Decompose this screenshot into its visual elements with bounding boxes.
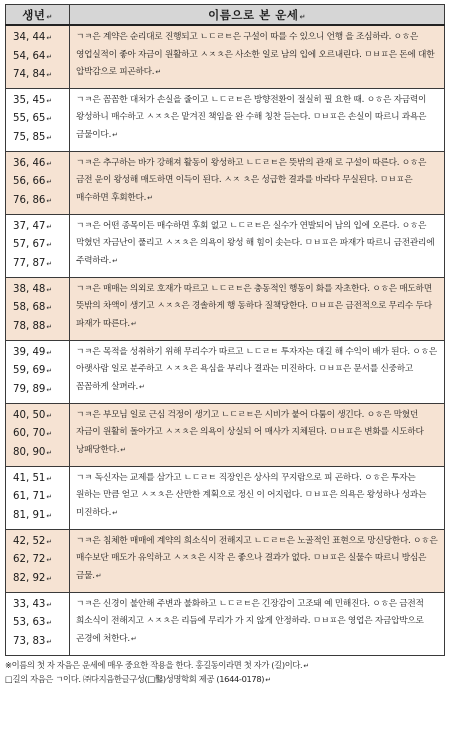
- fortune-text-line: 이 어지럽다. ㅁㅂㅍ은 의욕은 왕성하나 성과는 미진하다.: [76, 490, 427, 518]
- birth-year-pair: 58, 68↵: [13, 302, 53, 313]
- table-body: [6, 25, 445, 655]
- birth-years-cell: [6, 214, 70, 277]
- fortune-text-line: ㄱㅋ은 꼼꼼한 대처가 손실을 줄이고 ㄴㄷㄹㅌ은 방향전환이 절실히 필: [76, 94, 333, 105]
- birth-year-pair: 53, 63↵: [13, 617, 53, 628]
- table-row: [6, 592, 445, 655]
- birth-year-pair: 37, 47↵: [13, 220, 53, 232]
- table-row: [6, 529, 445, 592]
- birth-year-pair: 33, 43↵: [13, 598, 53, 610]
- table-row: [6, 466, 445, 529]
- fortune-text-line: 요한 때. ㅇㅎ은 자금력이 왕성하니 매수하고 ㅅㅈㅊ은 맡겨진 책임을 완: [76, 94, 427, 122]
- table-row: [6, 214, 445, 277]
- fortune-text-line: 을 조심하라. ㅇㅎ은 영업실적이 좋아 자금이 원활하고 ㅅㅈㅊ은 사소한: [76, 32, 419, 60]
- table-row: [6, 151, 445, 214]
- fortune-text-line: 표현으로 망신당한다. ㅇㅎ은 매수보단 매도가 유익하고 ㅅㅈㅊ은 시작: [76, 535, 438, 563]
- fortune-text-line: 은 좋으나 결과가 없다. ㅁㅂㅍ은 실물수 따르니 방심은 금물.: [76, 553, 427, 581]
- fortune-text-line: ㄱㅋ은 목적을 성취하기 위해 무리수가 따르고 ㄴㄷㄹㅌ 투자자는 대길: [76, 346, 333, 357]
- table-row: [6, 403, 445, 466]
- fortune-text-cell: ㄱㅋ은 신경이 불안해 주변과 불화하고 ㄴㄷㄹㅌ은 긴장감이 고조돼 예 민해진다. ㅇㅎ은 금전적 희소식이 전해지고 ㅅㅈㅊ은 리듬에 무리가 가 지 않게 안정하라. ㅁㅂㅍ은 영업은 자금압박으로 곤경에 처한다.↵: [70, 592, 445, 655]
- birth-year-pair: 55, 65↵: [13, 113, 53, 124]
- fortune-text-line: 지 않게 안정하라. ㅁㅂㅍ은 영업은 자금압박으로 곤경에 처한다.: [76, 616, 424, 644]
- fortune-text-cell: ㄱㅋ은 목적을 성취하기 위해 무리수가 따르고 ㄴㄷㄹㅌ 투자자는 대길 해 수익이 배가 된다. ㅇㅎ은 아랫사람 일로 분주하고 ㅅㅈㅊ은 욕심을 부리나 결과는 미진하다. ㅁㅂㅍ은 문서를 신중하고 꼼꼼하게 살펴라.↵: [70, 340, 445, 403]
- birth-years-cell: [6, 277, 70, 340]
- birth-year-pair: 78, 88↵: [13, 320, 53, 332]
- birth-year-pair: 76, 86↵: [13, 194, 53, 206]
- fortune-text-cell: ㄱㅋ은 부모님 일로 근심 걱정이 생기고 ㄴㄷㄹㅌ은 시비가 붙어 다툼이 생긴다. ㅇㅎ은 막혔던 자금이 원활히 돌아가고 ㅅㅈㅊ은 의욕이 상실되 어 매사가 지체된다. ㅁㅂㅍ은 변화를 시도하다 낭패당한다.↵: [70, 403, 445, 466]
- table-row: [6, 277, 445, 340]
- fortune-text-line: ㄱㅋ은 계약은 순리대로 진행되고 ㄴㄷㄹㅌ은 구설이 따를 수 있으니 언행: [76, 32, 343, 42]
- fortune-text-line: 어 매사가 지체된다. ㅁㅂㅍ은 변화를 시도하다 낭패당한다.: [76, 427, 424, 455]
- birth-year-pair: 35, 45↵: [13, 94, 53, 106]
- birth-years-cell: [6, 529, 70, 592]
- fortune-text-line: 수해 칭찬 듣는다. ㅁㅂㅍ은 손실이 따르니 과욕은 금물이다.: [76, 112, 427, 140]
- table-row: [6, 340, 445, 403]
- birth-year-pair: 74, 84↵: [13, 69, 53, 80]
- fortune-text-line: ㄱㅋ은 침체한 매매에 계약의 희소식이 전해지고 ㄴㄷㄹㅌ은 노골적인: [76, 535, 330, 546]
- birth-year-pair: 57, 67↵: [13, 239, 53, 250]
- fortune-text-line: ㄱㅋ은 부모님 일로 근심 걱정이 생기고 ㄴㄷㄹㅌ은 시비가 붙어 다툼이: [76, 409, 335, 420]
- fortune-text-line: 생긴다. ㅇㅎ은 막혔던 자금이 원활히 돌아가고 ㅅㅈㅊ은 의욕이 상실되: [76, 409, 419, 437]
- fortune-text-cell: ㄱㅋ은 어떤 종목이든 매수하면 후회 없고 ㄴㄷㄹㅌ은 실수가 연발되어 남의 입에 오른다. ㅇㅎ은 막혔던 자금난이 풀리고 ㅅㅈㅊ은 의욕이 왕성 해 힘이 솟는다. ㅁㅂㅍ은 파재가 따르니 금전관리에 주력하라.↵: [70, 214, 445, 277]
- birth-years-cell: [6, 25, 70, 88]
- fortune-text-cell: ㄱㅋ 독신자는 교제를 삼가고 ㄴㄷㄹㅌ 직장인은 상사의 꾸지람으로 피 곤하다. ㅇㅎ은 투자는 원하는 만큼 얻고 ㅅㅈㅊ은 산만한 계획으로 정신 이 어지럽다. ㅁㅂㅍ은 의욕은 왕성하나 성과는 미진하다.↵: [70, 466, 445, 529]
- fortune-text-line: 곤하다. ㅇㅎ은 투자는 원하는 만큼 얻고 ㅅㅈㅊ은 산만한 계획으로 정신: [76, 472, 416, 500]
- fortune-text-cell: ㄱㅋ은 침체한 매매에 계약의 희소식이 전해지고 ㄴㄷㄹㅌ은 노골적인 표현으로 망신당한다. ㅇㅎ은 매수보단 매도가 유익하고 ㅅㅈㅊ은 시작 은 좋으나 결과가 없다. ㅁㅂㅍ은 실물수 따르니 방심은 금물.↵: [70, 529, 445, 592]
- birth-year-pair: 62, 72↵: [13, 554, 53, 565]
- fortune-text-cell: ㄱㅋ은 꼼꼼한 대처가 손실을 줄이고 ㄴㄷㄹㅌ은 방향전환이 절실히 필 요한 때. ㅇㅎ은 자금력이 왕성하니 매수하고 ㅅㅈㅊ은 맡겨진 책임을 완 수해 칭찬 듣는다. ㅁㅂㅍ은 손실이 따르니 과욕은 금물이다.↵: [70, 88, 445, 151]
- fortune-text-line: ㄱㅋ은 매매는 의외로 호재가 따르고 ㄴㄷㄹㅌ은 충동적인 행동이 화를: [76, 283, 333, 294]
- birth-year-pair: 40, 50↵: [13, 409, 53, 421]
- birth-year-pair: 59, 69↵: [13, 365, 53, 376]
- fortune-text-cell: ㄱㅋ은 매매는 의외로 호재가 따르고 ㄴㄷㄹㅌ은 충동적인 행동이 화를 자초한다. ㅇㅎ은 매도하면 뜻밖의 차액이 생기고 ㅅㅈㅊ은 경솔하게 행 동하다 질책당한다. ㅁㅂㅍ은 금전적으로 무리수 두다 파재가 따른다.↵: [70, 277, 445, 340]
- birth-year-pair: 81, 91↵: [13, 509, 53, 521]
- birth-years-cell: [6, 151, 70, 214]
- fortune-text-line: ㄱㅋ은 신경이 불안해 주변과 불화하고 ㄴㄷㄹㅌ은 긴장감이 고조돼 예: [76, 598, 333, 609]
- footnote-line: □길의 자음은 ㄱ이다. ㈜다지음한글구성(□鑿)성명학회 제공 (1644-0178)↵: [5, 674, 271, 684]
- birth-year-pair: 39, 49↵: [13, 346, 53, 358]
- fortune-text-line: 일로 남의 입에 오르내린다. ㅁㅂㅍ은 돈에 대한 압박감으로 피곤하다.: [76, 49, 435, 77]
- fortune-text-line: ㄱㅋ은 추구하는 바가 강해져 활동이 왕성하고 ㄴㄷㄹㅌ은 뜻밖의 관재: [76, 157, 333, 168]
- table-header-row: [6, 5, 445, 26]
- fortune-text-cell: ㄱㅋ은 추구하는 바가 강해져 활동이 왕성하고 ㄴㄷㄹㅌ은 뜻밖의 관재 로 구설이 따른다. ㅇㅎ은 금전 운이 왕성해 매도하면 이득이 된다. ㅅㅈ ㅊ은 성급한 결과를 바라다 무실된다. ㅁㅂㅍ은 매수하면 후회한다.↵: [70, 151, 445, 214]
- fortune-text-line: ㄱㅋ 독신자는 교제를 삼가고 ㄴㄷㄹㅌ 직장인은 상사의 꾸지람으로 피: [76, 472, 333, 483]
- birth-year-pair: 36, 46↵: [13, 157, 53, 169]
- birth-year-pair: 60, 70↵: [13, 428, 53, 439]
- fortune-text-line: 부리나 결과는 미진하다. ㅁㅂㅍ은 문서를 신중하고 꼼꼼하게 살펴라.: [76, 364, 414, 392]
- birth-years-cell: [6, 466, 70, 529]
- header-fortune-by-name: 이름으로 본 운세↵: [70, 5, 445, 26]
- birth-years-cell: [6, 88, 70, 151]
- birth-year-pair: 56, 66↵: [13, 176, 53, 187]
- birth-year-pair: 79, 89↵: [13, 383, 53, 395]
- birth-year-pair: 73, 83↵: [13, 635, 53, 647]
- fortune-text-line: 자초한다. ㅇㅎ은 매도하면 뜻밖의 차액이 생기고 ㅅㅈㅊ은 경솔하게 행: [76, 283, 432, 311]
- birth-year-pair: 77, 87↵: [13, 257, 53, 269]
- fortune-text-line: 남의 입에 오른다. ㅇㅎ은 막혔던 자금난이 풀리고 ㅅㅈㅊ은 의욕이 왕성: [76, 220, 427, 248]
- birth-year-pair: 61, 71↵: [13, 491, 53, 502]
- fortune-document: [5, 4, 445, 688]
- fortune-text-line: 해 수익이 배가 된다. ㅇㅎ은 아랫사람 일로 분주하고 ㅅㅈㅊ은 욕심을: [76, 346, 437, 374]
- footnotes: [5, 659, 445, 688]
- birth-year-pair: 42, 52↵: [13, 535, 53, 547]
- table-row: [6, 88, 445, 151]
- birth-years-cell: [6, 403, 70, 466]
- fortune-text-line: ㄱㅋ은 어떤 종목이든 매수하면 후회 없고 ㄴㄷㄹㅌ은 실수가 연발되어: [76, 220, 333, 231]
- fortune-table: [5, 4, 445, 656]
- fortune-text-cell: ㄱㅋ은 계약은 순리대로 진행되고 ㄴㄷㄹㅌ은 구설이 따를 수 있으니 언행 을 조심하라. ㅇㅎ은 영업실적이 좋아 자금이 원활하고 ㅅㅈㅊ은 사소한 일로 남의 입에 오르내린다. ㅁㅂㅍ은 돈에 대한 압박감으로 피곤하다.↵: [70, 25, 445, 88]
- birth-year-pair: 82, 92↵: [13, 572, 53, 584]
- birth-year-pair: 41, 51↵: [13, 472, 53, 484]
- fortune-text-line: 로 구설이 따른다. ㅇㅎ은 금전 운이 왕성해 매도하면 이득이 된다. ㅅㅈ: [76, 157, 427, 185]
- fortune-text-line: ㅊ은 성급한 결과를 바라다 무실된다. ㅁㅂㅍ은 매수하면 후회한다.: [76, 175, 413, 203]
- birth-years-cell: [6, 592, 70, 655]
- fortune-text-line: 민해진다. ㅇㅎ은 금전적 희소식이 전해지고 ㅅㅈㅊ은 리듬에 무리가 가: [76, 598, 424, 626]
- birth-year-pair: 34, 44↵: [13, 32, 53, 43]
- table-row: [6, 25, 445, 88]
- footnote-line: ※이름의 첫 자 자음은 운세에 매우 중요한 작용을 한다. 홍길동이라면 첫 자가 (길)이다.↵: [5, 659, 309, 670]
- birth-years-cell: [6, 340, 70, 403]
- birth-year-pair: 75, 85↵: [13, 131, 53, 143]
- birth-year-pair: 38, 48↵: [13, 283, 53, 295]
- fortune-text-line: 동하다 질책당한다. ㅁㅂㅍ은 금전적으로 무리수 두다 파재가 따른다.: [76, 301, 432, 329]
- birth-year-pair: 54, 64↵: [13, 50, 53, 62]
- fortune-text-line: 해 힘이 솟는다. ㅁㅂㅍ은 파재가 따르니 금전관리에 주력하라.: [76, 238, 435, 266]
- header-birth-year: 생년↵: [6, 5, 70, 26]
- birth-year-pair: 80, 90↵: [13, 446, 53, 458]
